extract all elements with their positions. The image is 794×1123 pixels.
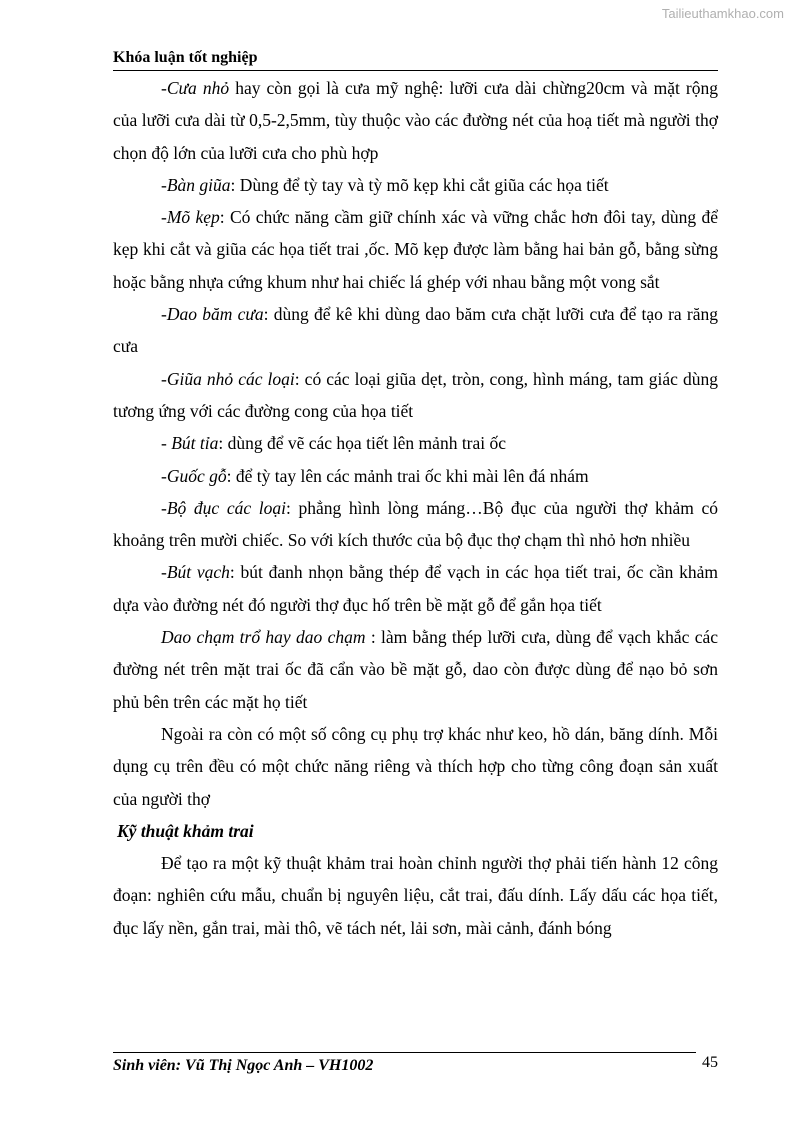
header-divider bbox=[113, 70, 718, 71]
paragraph-ngoai-ra bbox=[113, 718, 718, 815]
paragraph-text: : Có chức năng cầm giữ chính xác và vững chắc hơn đôi tay, dùng để kẹp khi cắt và giũa các họa tiết trai ,ốc. Mõ kẹp được làm bằng hai bản gỗ, bằng sừng hoặc bằng nhựa cứng khum như hai chiếc lá ghép với nhau bằng một vong sắt bbox=[113, 207, 718, 292]
paragraph-text: hay còn gọi là cưa mỹ nghệ: lưỡi cưa dài chừng20cm và mặt rộng của lưỡi cưa dài từ 0,5-2,5mm, tùy thuộc vào các đường nét của hoạ tiết mà người thợ chọn độ lớn của lưỡi cưa cho phù hợp bbox=[113, 78, 718, 163]
document-body bbox=[113, 72, 718, 944]
footer-student: Sinh viên: Vũ Thị Ngọc Anh – VH1002 bbox=[113, 1057, 374, 1074]
term: -Guốc gỗ bbox=[161, 465, 227, 486]
header-title: Khóa luận tốt nghiệp bbox=[113, 49, 258, 66]
paragraph-text: : Dùng để tỳ tay và tỳ mõ kẹp khi cắt giũa các họa tiết bbox=[230, 174, 609, 195]
term: -Giũa nhỏ các loại bbox=[161, 368, 295, 389]
paragraph-text: : dùng để kê khi dùng dao băm cưa chặt lưỡi cưa để tạo ra răng cưa bbox=[113, 304, 718, 357]
paragraph-cua-nho bbox=[113, 72, 718, 169]
paragraph-text: : dùng để vẽ các họa tiết lên mảnh trai ốc bbox=[218, 433, 507, 454]
watermark: Tailieuthamkhao.com bbox=[661, 6, 784, 21]
paragraph-mo-kep bbox=[113, 201, 718, 298]
term: -Mõ kẹp bbox=[161, 207, 220, 228]
term: -Cưa nhỏ bbox=[161, 78, 230, 98]
paragraph-but-vach bbox=[113, 556, 718, 621]
paragraph-bo-duc bbox=[113, 492, 718, 557]
paragraph-text: : để tỳ tay lên các mảnh trai ốc khi mài lên đá nhám bbox=[226, 465, 589, 486]
term: Dao chạm trổ hay dao chạm bbox=[161, 627, 366, 648]
paragraph-but-tia bbox=[113, 427, 718, 459]
paragraph-ky-thuat: Để tạo ra một kỹ thuật khảm trai hoàn chỉnh người thợ phải tiến hành 12 công đoạn: nghiên cứu mẫu, chuẩn bị nguyên liệu, cắt trai, đấu dính. Lấy dấu các họa tiết, đục lấy nền, gắn trai, mài thô, vẽ tách nét, lải sơn, mài cảnh, đánh bóng bbox=[113, 853, 718, 938]
term: -Dao băm cưa bbox=[161, 304, 264, 325]
paragraph-ban-giua bbox=[113, 169, 718, 201]
paragraph-text: : phẳng hình lòng máng…Bộ đục của người thợ khảm có khoảng trên mười chiếc. So với kích thước của bộ đục thợ chạm thì nhỏ hơn nhiều bbox=[113, 497, 718, 551]
paragraph-dao-bam-cua bbox=[113, 298, 718, 363]
section-heading: Kỹ thuật khảm trai bbox=[117, 820, 254, 841]
term: -Bàn giũa bbox=[161, 174, 231, 195]
paragraph-guoc-go bbox=[113, 460, 718, 492]
paragraph-text: : bút đanh nhọn bằng thép để vạch in các họa tiết trai, ốc cần khảm dựa vào đường nét đó người thợ đục hố trên bề mặt gỗ để gắn họa tiết bbox=[113, 562, 718, 615]
page-number: 45 bbox=[702, 1054, 718, 1071]
term: -Bộ đục các loại bbox=[161, 497, 286, 518]
footer-divider bbox=[113, 1052, 696, 1053]
paragraph-dao-cham bbox=[113, 621, 718, 718]
paragraph-text: : làm bằng thép lưỡi cưa, dùng để vạch khắc các đường nét trên mặt trai ốc đã cẩn vào bề mặt gỗ, dao còn được dùng để nạo bỏ sơn phủ bên trên các mặt họ tiết bbox=[113, 627, 719, 712]
term: -Bút vạch bbox=[161, 562, 230, 583]
paragraph-text: Ngoài ra còn có một số công cụ phụ trợ khác như keo, hồ dán, băng dính. Mỗi dụng cụ trên đều có một chức năng riêng và thích hợp cho từng công đoạn sản xuất của người thợ bbox=[113, 723, 718, 809]
term: - Bút tỉa bbox=[161, 433, 219, 454]
paragraph-giua-nho bbox=[113, 363, 718, 428]
paragraph-text: : có các loại giũa dẹt, tròn, cong, hình máng, tam giác dùng tương ứng với các đường cong của họa tiết bbox=[113, 368, 718, 421]
